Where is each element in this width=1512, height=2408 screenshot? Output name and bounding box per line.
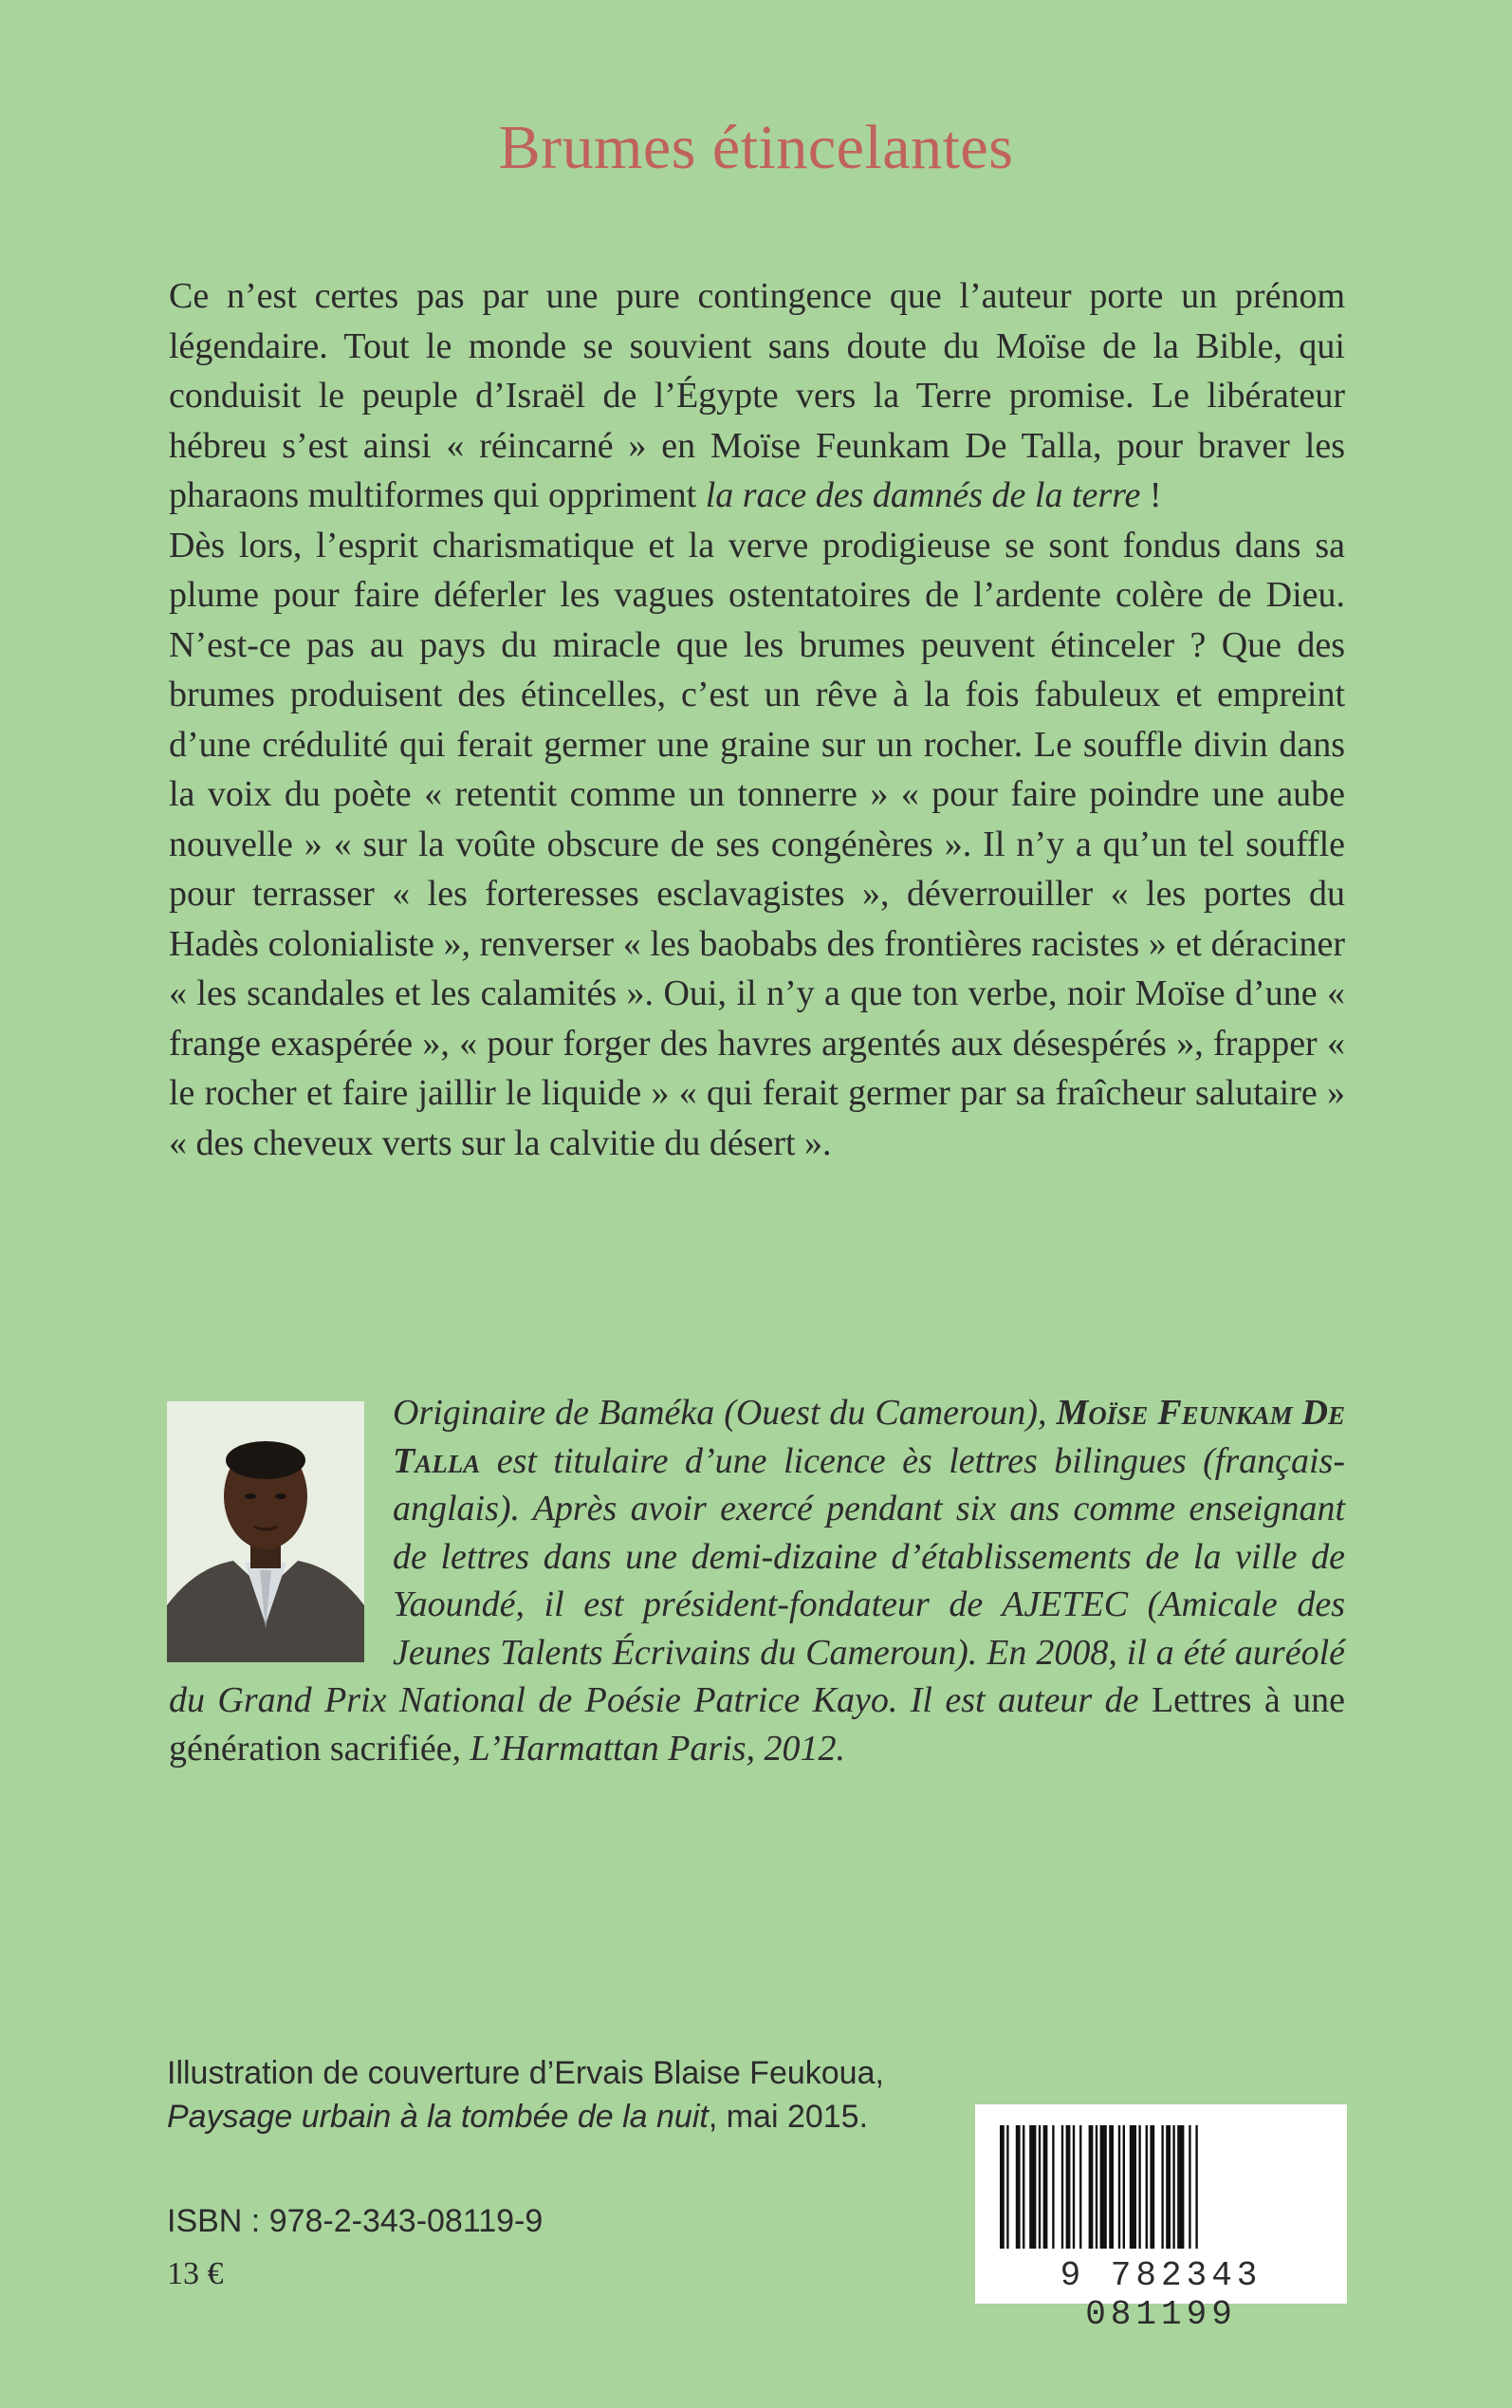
back-cover-blurb bbox=[169, 271, 1345, 1168]
barcode bbox=[975, 2104, 1347, 2334]
credit-line-1: Illustration de couverture d’Ervais Blaise Feukoua, bbox=[167, 2055, 884, 2091]
barcode-bars-icon bbox=[996, 2125, 1326, 2249]
illustration-credit bbox=[167, 2051, 1021, 2139]
bio-body: est titulaire d’une licence ès lettres bilingues (français-anglais). Après avoir exercé pendant six ans comme enseignant de lettres dans une demi-dizaine d’établissements de la ville de Yaoundé, il est président-fondateur de AJETEC (Amicale des Jeunes Talents Écrivains du Cameroun). En 2008, il a été auréolé du Grand Prix National de Poésie Patrice Kayo. Il est auteur de bbox=[169, 1440, 1345, 1720]
bio-intro: Originaire de Baméka (Ouest du Cameroun), bbox=[393, 1393, 1057, 1433]
artwork-title: Paysage urbain à la tombée de la nuit bbox=[167, 2099, 709, 2135]
credit-line-2 bbox=[167, 2095, 1021, 2139]
artwork-date: , mai 2015. bbox=[708, 2099, 869, 2135]
blurb-text: Ce n’est certes pas par une pure contingence que l’auteur porte un prénom légendaire. Tout le monde se souvient sans doute du Moïse de la Bible, qui conduisit le peuple d’Israël de l’Égypte vers la Terre promise. Le libérateur hébreu s’est ainsi « réincarné » en Moïse Feunkam De Talla, pour braver les pharaons multiformes qui oppriment bbox=[169, 276, 1345, 515]
blurb-italic-quote: la race des damnés de la terre bbox=[705, 475, 1141, 515]
price: 13 € bbox=[167, 2256, 224, 2291]
barcode-digits: 9 782343 081199 bbox=[1060, 2256, 1263, 2334]
previous-book-publisher: , L’Harmattan Paris, 2012. bbox=[452, 1728, 846, 1769]
author-photo bbox=[167, 1401, 364, 1662]
book-title: Brumes étincelantes bbox=[498, 113, 1014, 182]
blurb-paragraph-2: Dès lors, l’esprit charismatique et la verve prodigieuse se sont fondus dans sa plume pour faire déferler les vagues ostentatoires de l’ardente colère de Dieu. N’est-ce pas au pays du miracle que les brumes peuvent étinceler ? Que des brumes produisent des étincelles, c’est un rêve à la fois fabuleux et empreint d’une crédulité qui ferait germer une graine sur un rocher. Le souffle divin dans la voix du poète « retentit comme un tonnerre » « pour faire poindre une aube nouvelle » « sur la voûte obscure de ses congénères ». Il n’y a qu’un tel souffle pour terrasser « les forteresses esclavagistes », déverrouiller « les portes du Hadès colonialiste », renverser « les baobabs des frontières racistes » et déraciner « les scandales et les calamités ». Oui, il n’y a que ton verbe, noir Moïse d’une « frange exaspérée », « pour forger des havres argentés aux désespérés », frapper « le rocher et faire jaillir le liquide » « qui ferait germer par sa fraîcheur salutaire » « des cheveux verts sur la calvitie du désert ». bbox=[169, 525, 1345, 1163]
blurb-text-end: ! bbox=[1140, 475, 1162, 515]
blurb-paragraph-1 bbox=[169, 271, 1345, 521]
isbn: ISBN : 978-2-343-08119-9 bbox=[167, 2203, 544, 2239]
previous-book-title: Lettres à une génération sacrifiée bbox=[169, 1680, 1346, 1769]
author-name: Moïse Feunkam De Talla bbox=[393, 1393, 1345, 1481]
